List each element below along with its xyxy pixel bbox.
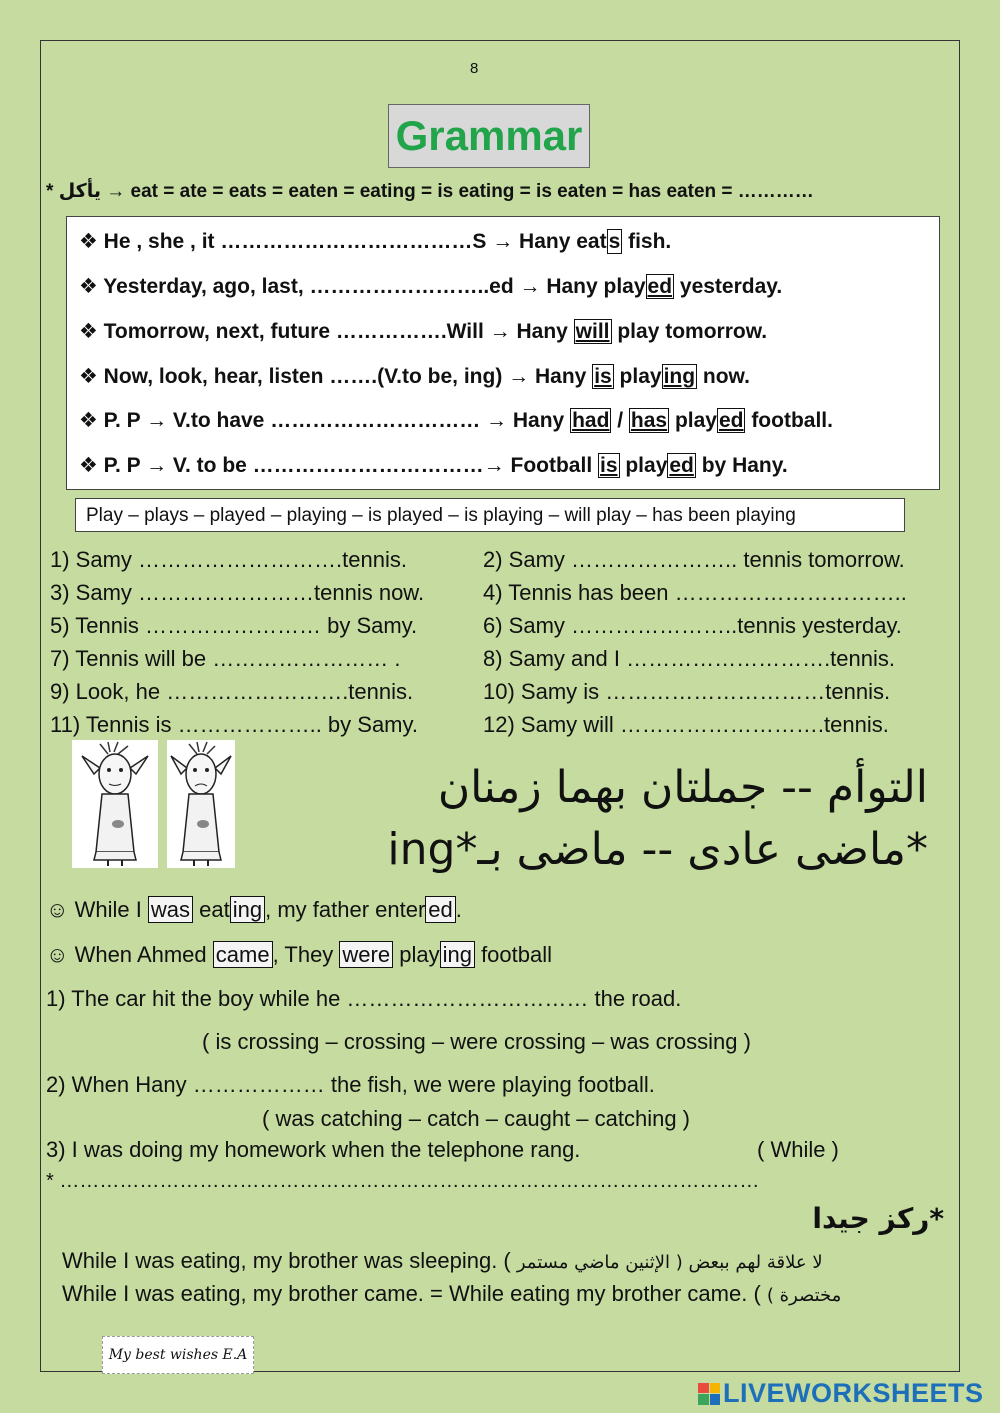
exercise-2-choices: ( was catching – catch – caught – catching ) [262,1106,691,1131]
note-arabic: لا علاقة لهم ببعض ( الإثنين ماضي مستمر [516,1252,823,1273]
rule-text: football. [745,409,833,432]
highlight-box: is [594,365,612,388]
rule-text: play tomorrow. [611,320,768,343]
highlight-box: came [213,941,273,968]
rule-text: ❖ P. P → V.to have ………………………… → Hany [79,409,571,432]
example-text: , They [272,942,340,967]
page-number: 8 [470,60,479,77]
note-2 [62,1281,841,1307]
highlight-box: ing [230,896,265,923]
highlight-box: had [572,409,610,432]
exercise-1: 1) The car hit the boy while he …………………………… the road. [46,986,682,1011]
exercise-1-choices: ( is crossing – crossing – were crossing – was crossing ) [202,1029,751,1054]
title-box [388,104,590,168]
verb-forms-line: * يأكل → eat = ate = eats = eaten = eating = is eating = is eaten = has eaten = ………… [46,181,814,202]
rule-text: play [669,409,717,432]
note-text: While I was eating, my brother came. = While eating my brother came. ( [62,1281,761,1306]
rule-text: yesterday. [674,275,783,298]
logo-icon [698,1383,720,1405]
highlight-box: ed [669,454,694,477]
question-6: 6) Samy …………………..tennis yesterday. [483,613,902,638]
highlight-box: is [600,454,618,477]
verb-choices-box [75,498,905,532]
twin-cartoon-2 [167,740,235,868]
signature-box [102,1336,254,1374]
example-text: play [393,942,440,967]
example-sentence-2 [46,942,552,968]
twins-rule-line-2: *ماضى عادى -- ماضى بـ*ing [387,824,928,875]
rule-text: fish. [622,230,672,253]
question-10: 10) Samy is …………………………tennis. [483,679,891,704]
rule-text: ❖ Now, look, hear, listen …….(V.to be, ing) → Hany [79,365,593,388]
rule-future [79,319,767,344]
example-text: ☺ When Ahmed [46,942,213,967]
highlight-box: were [339,941,393,968]
rule-text: ❖ Tomorrow, next, future …………….Will → Hany [79,320,574,343]
question-5: 5) Tennis …………………… by Samy. [50,613,418,638]
example-sentence-1 [46,897,462,923]
rule-text: play [613,365,662,388]
verb-choices: Play – plays – played – playing – is played – is playing – will play – has been playing [86,505,796,526]
exercise-3: 3) I was doing my homework when the telephone rang. [46,1137,581,1162]
rule-present-continuous [79,364,750,389]
example-text: , my father enter [265,897,426,922]
logo-text: LIVEWORKSHEETS [723,1378,984,1408]
rule-present-perfect [79,408,833,433]
highlight-box: ing [440,941,475,968]
example-text: . [455,897,462,922]
rule-text: now. [697,365,750,388]
highlight-box: has [630,409,668,432]
exercise-3-answer-line: * …………………………………………………………………………………………… [46,1170,760,1192]
rule-text: play [619,454,668,477]
question-8: 8) Samy and I ……………………….tennis. [483,646,895,671]
page-title: Grammar [395,112,583,159]
rule-passive [79,453,788,478]
highlight-box: ing [663,365,696,388]
rule-text: ❖ P. P → V. to be ……………………………→ Football [79,454,598,477]
exercise-3-hint: ( While ) [757,1137,839,1162]
rule-text: by Hany. [695,454,788,477]
highlight-box: will [575,320,610,343]
question-11: 11) Tennis is ……………….. by Samy. [50,712,418,737]
focus-title: *ركز جيدا [812,1202,944,1235]
highlight-box: s [608,230,621,253]
question-7: 7) Tennis will be …………………… . [50,646,401,671]
twins-rule-line-1: التوأم -- جملتان بهما زمنان [437,762,928,813]
rule-text: ❖ He , she , it ………………………………S → Hany eat [79,230,607,253]
highlight-box: ed [647,275,673,298]
question-9: 9) Look, he …………………….tennis. [50,679,414,704]
exercise-2: 2) When Hany ……………… the fish, we were playing football. [46,1072,655,1097]
liveworksheets-logo[interactable] [698,1378,984,1409]
rule-past-simple [79,274,782,299]
highlight-box: ed [425,896,455,923]
question-4: 4) Tennis has been ………………………….. [483,580,907,605]
signature: My best wishes E.A [108,1347,248,1363]
note-arabic: مختصرة ) [766,1285,842,1306]
rule-present-simple [79,229,671,254]
rule-text: / [611,409,629,432]
rule-text: ❖ Yesterday, ago, last, ……………………..ed → Hany play [79,275,646,298]
note-text: While I was eating, my brother was sleeping. ( [62,1248,511,1273]
question-2: 2) Samy ………………….. tennis tomorrow. [483,547,905,572]
twin-cartoon-1 [72,740,158,868]
question-12: 12) Samy will ……………………….tennis. [483,712,889,737]
example-text: ☺ While I [46,897,148,922]
example-text: football [474,942,553,967]
note-1 [62,1248,823,1274]
tense-rules-box [66,216,940,490]
highlight-box: was [148,896,193,923]
question-3: 3) Samy ……………………tennis now. [50,580,425,605]
question-1: 1) Samy ……………………….tennis. [50,547,407,572]
example-text: eat [193,897,230,922]
highlight-box: ed [718,409,744,432]
